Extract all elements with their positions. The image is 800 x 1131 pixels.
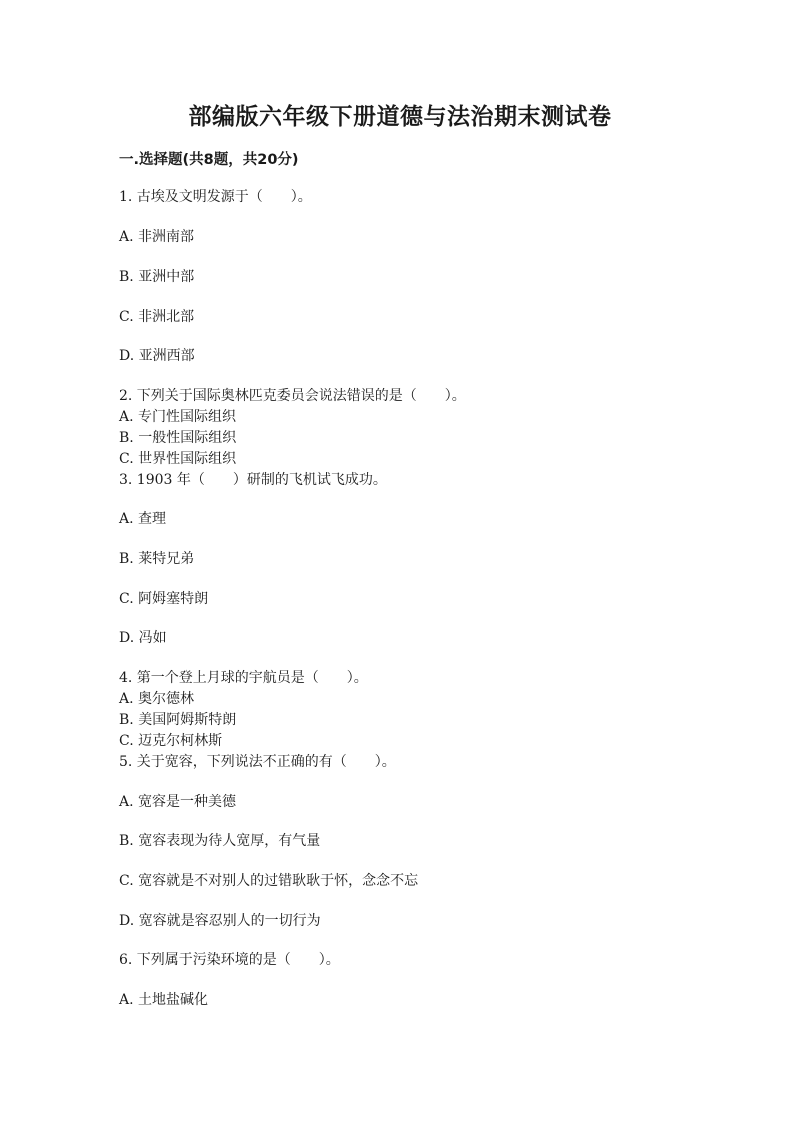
question-1-option-b: B. 亚洲中部 xyxy=(119,269,195,285)
question-2-stem: 2. 下列关于国际奥林匹克委员会说法错误的是（ ）。 xyxy=(119,388,466,404)
question-6-option-a: A. 土地盐碱化 xyxy=(119,992,209,1008)
question-3-option-d: D. 冯如 xyxy=(119,630,167,646)
question-4-option-a: A. 奥尔德林 xyxy=(119,691,195,707)
question-1-stem: 1. 古埃及文明发源于（ ）。 xyxy=(119,189,312,205)
question-2-option-c: C. 世界性国际组织 xyxy=(119,451,237,467)
question-3-stem: 3. 1903 年（ ）研制的飞机试飞成功。 xyxy=(119,472,387,488)
question-3-option-c: C. 阿姆塞特朗 xyxy=(119,591,209,607)
question-5-stem: 5. 关于宽容，下列说法不正确的有（ ）。 xyxy=(119,754,396,770)
page-title: 部编版六年级下册道德与法治期末测试卷 xyxy=(188,104,612,130)
question-5-option-c: C. 宽容就是不对别人的过错耿耿于怀，念念不忘 xyxy=(119,873,419,889)
question-5-option-a: A. 宽容是一种美德 xyxy=(119,794,237,810)
question-4-stem: 4. 第一个登上月球的宇航员是（ ）。 xyxy=(119,670,368,686)
question-5-option-b: B. 宽容表现为待人宽厚，有气量 xyxy=(119,833,321,849)
question-1-option-c: C. 非洲北部 xyxy=(119,309,195,325)
question-4-option-c: C. 迈克尔柯林斯 xyxy=(119,733,223,749)
question-4-option-b: B. 美国阿姆斯特朗 xyxy=(119,712,237,728)
question-2-option-a: A. 专门性国际组织 xyxy=(119,409,237,425)
question-1-option-a: A. 非洲南部 xyxy=(119,229,195,245)
section-heading: 一.选择题(共8题，共20分) xyxy=(119,152,299,168)
question-5-option-d: D. 宽容就是容忍别人的一切行为 xyxy=(119,913,321,929)
question-2-option-b: B. 一般性国际组织 xyxy=(119,430,237,446)
question-3-option-a: A. 查理 xyxy=(119,511,167,527)
question-6-stem: 6. 下列属于污染环境的是（ ）。 xyxy=(119,952,340,968)
question-1-option-d: D. 亚洲西部 xyxy=(119,348,195,364)
question-3-option-b: B. 莱特兄弟 xyxy=(119,551,195,567)
